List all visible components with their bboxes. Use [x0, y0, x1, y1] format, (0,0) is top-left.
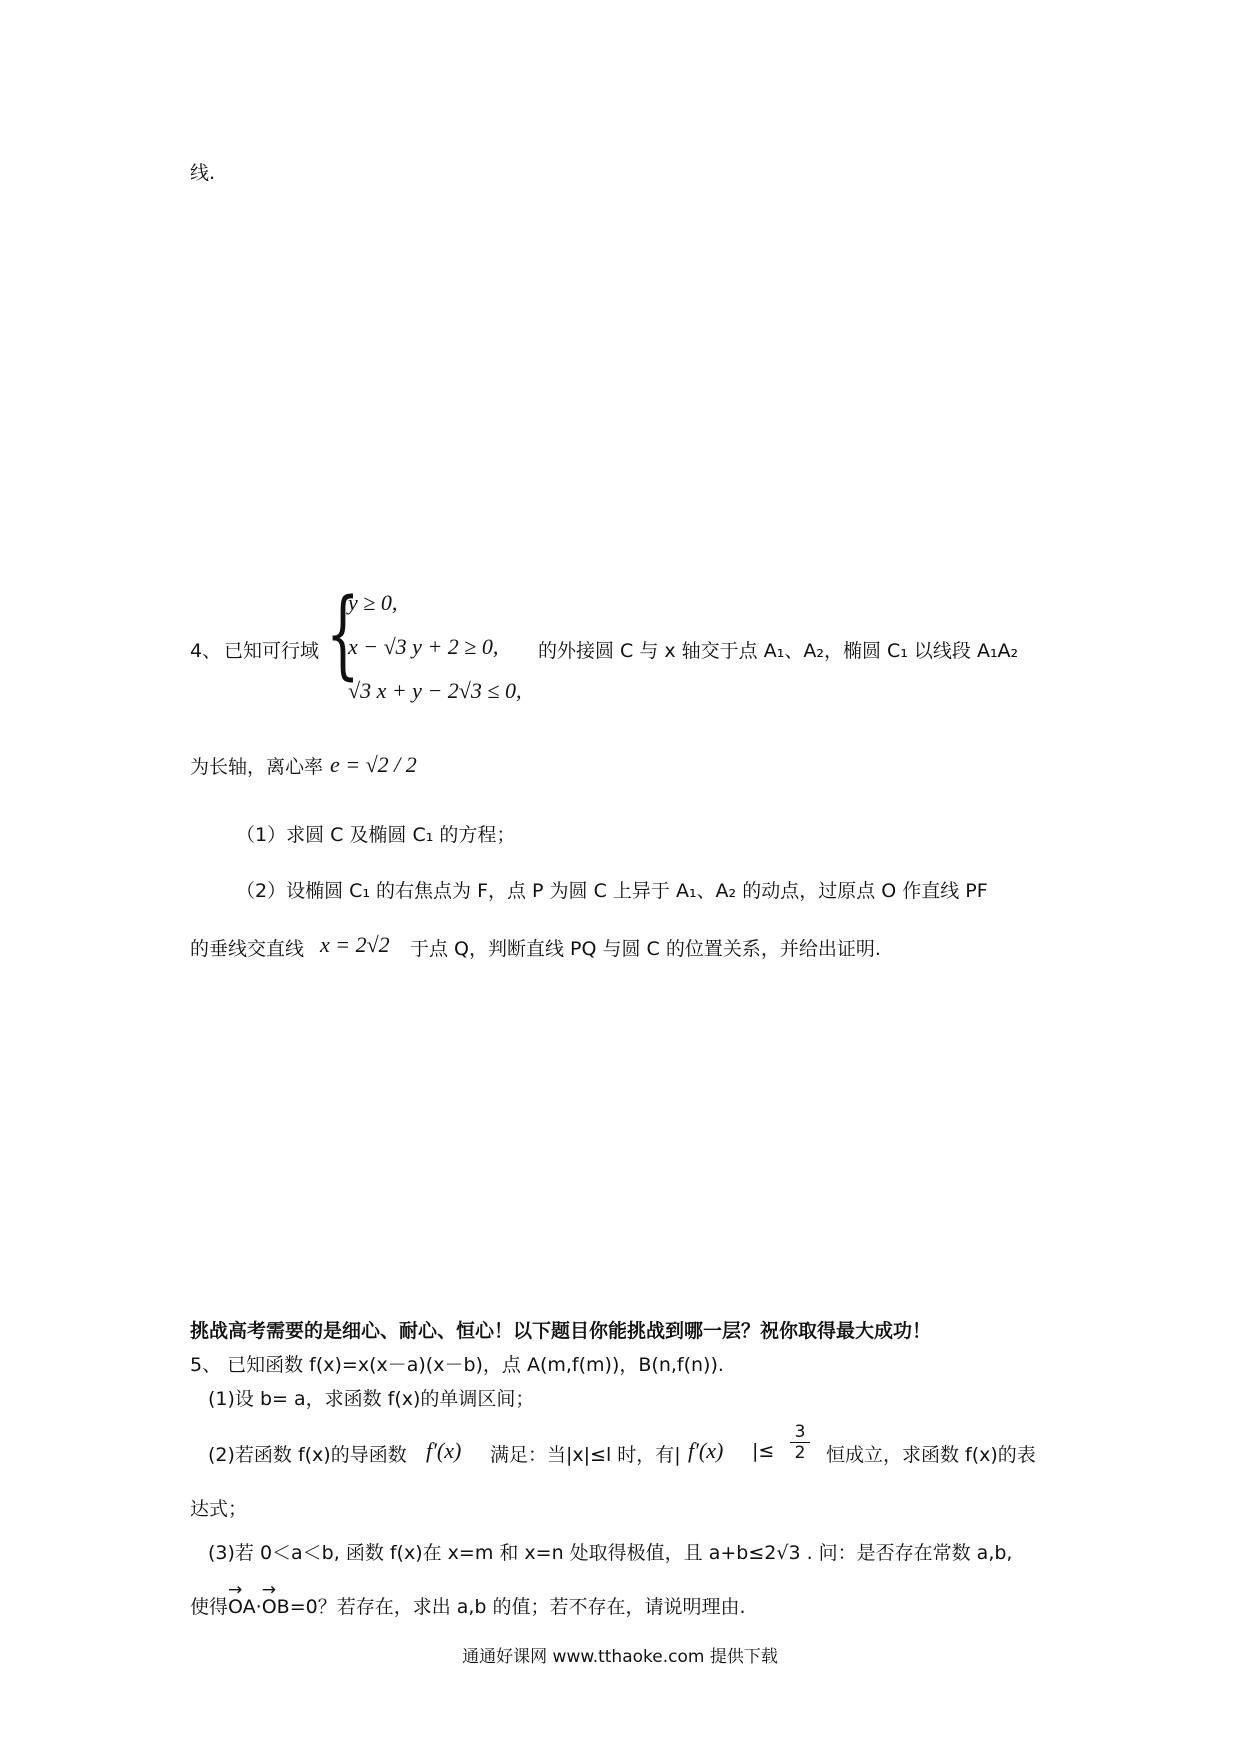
q5-part2-frac	[790, 1422, 810, 1463]
q5-part2-a: (2)若函数 f(x)的导函数	[208, 1444, 407, 1466]
q4-number: 4、	[190, 640, 222, 662]
q4-part2-line2-b: 于点 Q，判断直线 PQ 与圆 C 的位置关系，并给出证明.	[410, 938, 881, 960]
q5-part3-suffix: =0？若存在，求出 a,b 的值；若不存在，请说明理由.	[289, 1596, 746, 1618]
frac-numerator: 3	[790, 1422, 810, 1443]
q4-part2-line2-a: 的垂线交直线	[190, 938, 305, 960]
q4-part2-equation: x = 2√2	[320, 932, 390, 957]
q5-part3-line2	[190, 1592, 746, 1619]
q5-part2-fprime: f′(x)	[426, 1438, 462, 1463]
challenge-heading: 挑战高考需要的是细心、耐心、恒心！以下题目你能挑战到哪一层？祝你取得最大成功！	[190, 1320, 932, 1342]
vector-oa: → OA	[228, 1596, 256, 1618]
frac-denominator: 2	[794, 1443, 806, 1463]
q4-eccentricity: e = √2 / 2	[330, 752, 417, 777]
page-footer: 通通好课网 www.tthaoke.com 提供下载	[462, 1647, 778, 1667]
system-brace: {	[326, 578, 360, 690]
q5-part2-fprime-2: f′(x)	[688, 1438, 724, 1463]
q4-intro: 已知可行域	[224, 640, 320, 662]
q5-part2-line2: 达式；	[190, 1498, 248, 1520]
constraint-2: x − √3 y + 2 ≥ 0,	[348, 634, 499, 659]
q5-part2-c: |≤	[752, 1440, 775, 1462]
constraint-1: y ≥ 0,	[348, 590, 398, 615]
q5-part2-b: 满足：当|x|≤l 时，有|	[490, 1444, 681, 1466]
q5-part3-prefix: 使得	[190, 1596, 229, 1618]
vector-ob: → OB	[262, 1596, 290, 1618]
q5-part2-d: 恒成立，求函数 f(x)的表	[826, 1444, 1036, 1466]
q5-part1: (1)设 b= a，求函数 f(x)的单调区间；	[208, 1388, 535, 1410]
dot-operator: ·	[255, 1596, 262, 1618]
q4-part2-line1: （2）设椭圆 C₁ 的右焦点为 F，点 P 为圆 C 上异于 A₁、A₂ 的动点，过原点 O 作直线 PF	[236, 880, 988, 902]
q5-line1: 5、 已知函数 f(x)=x(x－a)(x－b)，点 A(m,f(m))，B(n,f(n)).	[190, 1354, 724, 1376]
q5-part3-line1: (3)若 0＜a＜b, 函数 f(x)在 x=m 和 x=n 处取得极值，且 a+b≤2√3 . 问：是否存在常数 a,b,	[208, 1542, 1013, 1564]
constraint-3: √3 x + y − 2√3 ≤ 0,	[348, 678, 522, 703]
q4-after-system: 的外接圆 C 与 x 轴交于点 A₁、A₂，椭圆 C₁ 以线段 A₁A₂	[538, 640, 1019, 662]
continuation-text: 线.	[190, 162, 216, 184]
q4-part1: （1）求圆 C 及椭圆 C₁ 的方程；	[236, 824, 516, 846]
q4-line2-prefix: 为长轴，离心率	[190, 756, 324, 778]
